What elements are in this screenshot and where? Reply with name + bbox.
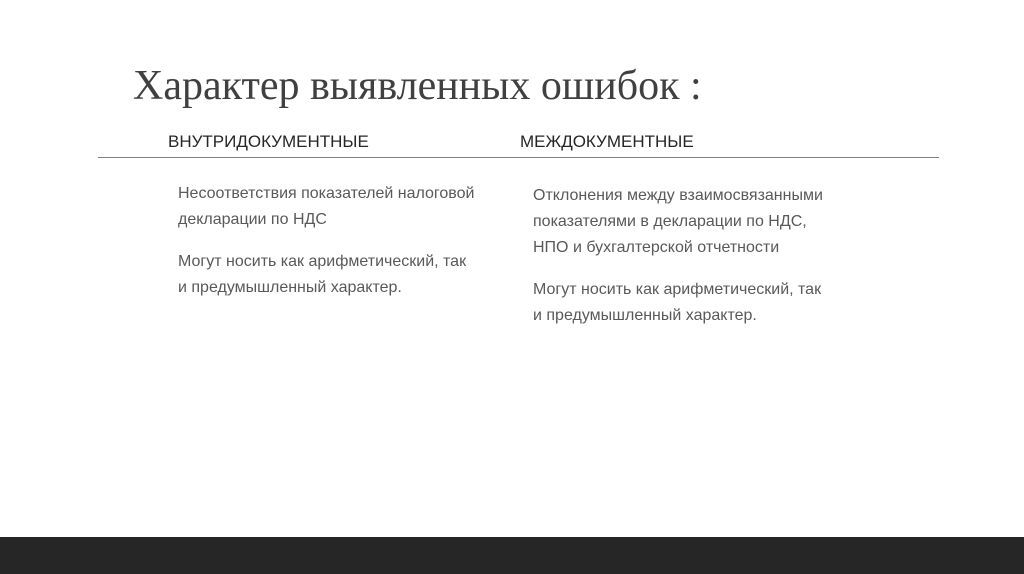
column-paragraph: Несоответствия показателей налоговой декларации по НДС: [178, 185, 475, 228]
footer-bar: [0, 537, 1024, 574]
column-intra-document: [178, 181, 478, 317]
column-paragraph: Могут носить как арифметический, так и предумышленный характер.: [178, 253, 467, 296]
column-header-intra-document: ВНУТРИДОКУМЕНТНЫЕ: [168, 132, 369, 151]
slide-title: Характер выявленных ошибок :: [133, 63, 702, 109]
column-paragraph: Могут носить как арифметический, так и предумышленный характер.: [533, 281, 822, 324]
column-paragraph: Отклонения между взаимосвязанными показателями в декларации по НДС, НПО и бухгалтерской отчетности: [533, 187, 823, 256]
column-header-inter-document: МЕЖДОКУМЕНТНЫЕ: [520, 132, 694, 151]
column-inter-document: [533, 183, 833, 345]
header-divider: [98, 157, 939, 158]
